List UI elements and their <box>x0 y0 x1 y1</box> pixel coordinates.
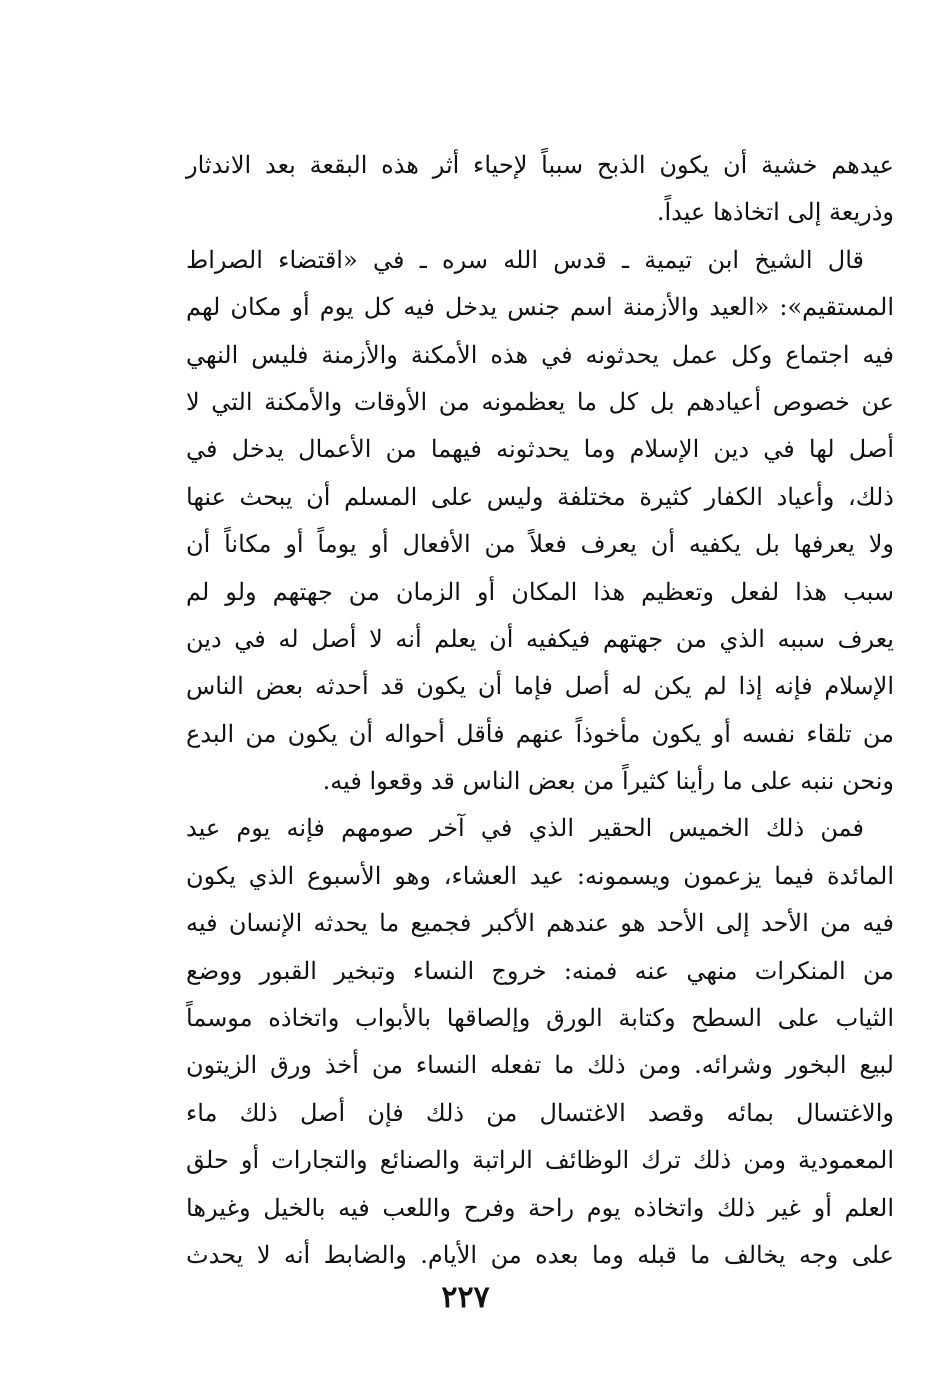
body-text <box>186 142 894 1279</box>
text-line: المعمودية ومن ذلك ترك الوظائف الراتبة والصنائع والتجارات أو حلق <box>186 1146 894 1175</box>
text-line: الثياب على السطح وكتابة الورق وإلصاقها بالأبواب واتخاذه موسماً <box>186 1004 894 1033</box>
text-line: المستقيم»: «العيد والأزمنة اسم جنس يدخل فيه كل يوم أو مكان لهم <box>186 293 894 322</box>
text-line: أصل لها في دين الإسلام وما يحدثونه فيهما من الأعمال يدخل في <box>186 435 894 464</box>
text-line: ونحن ننبه على ما رأينا كثيراً من بعض الناس قد وقعوا فيه. <box>322 767 894 796</box>
text-line: سبب هذا لفعل وتعظيم هذا المكان أو الزمان من جهتهم ولو لم <box>186 577 894 606</box>
text-line: يعرف سببه الذي من جهتهم فيكفيه أن يعلم أنه لا أصل له في دين <box>186 624 894 653</box>
text-line: لبيع البخور وشرائه. ومن ذلك ما تفعله النساء من أخذ ورق الزيتون <box>186 1051 894 1080</box>
text-line: ولا يعرفها بل يكفيه أن يعرف فعلاً من الأفعال أو يوماً أو مكاناً أن <box>186 530 894 559</box>
text-line: والاغتسال بمائه وقصد الاغتسال من ذلك فإن أصل ذلك ماء <box>186 1098 894 1127</box>
page-number: ٢٢٧ <box>441 1280 490 1315</box>
text-line: من تلقاء نفسه أو يكون مأخوذاً عنهم فأقل أحواله أن يكون من البدع <box>186 719 894 748</box>
text-line: عيدهم خشية أن يكون الذبح سبباً لإحياء أثر هذه البقعة بعد الاندثار <box>186 151 894 179</box>
text-line: المائدة فيما يزعمون ويسمونه: عيد العشاء، وهو الأسبوع الذي يكون <box>186 861 894 890</box>
text-line: قال الشيخ ابن تيمية ـ قدس الله سره ـ في «اقتضاء الصراط <box>186 245 864 274</box>
text-line: فيه من الأحد إلى الأحد هو عندهم الأكبر فجميع ما يحدثه الإنسان فيه <box>186 909 894 938</box>
text-line: من المنكرات منهي عنه فمنه: خروج النساء وتبخير القبور ووضع <box>186 956 894 985</box>
text-line: الإسلام فإنه إذا لم يكن له أصل فإما أن يكون قد أحدثه بعض الناس <box>186 672 894 701</box>
text-line: على وجه يخالف ما قبله وما بعده من الأيام. والضابط أنه لا يحدث <box>186 1240 894 1269</box>
text-line: فيه اجتماع وكل عمل يحدثونه في هذه الأمكنة والأزمنة فليس النهي <box>186 340 894 369</box>
text-line: فمن ذلك الخميس الحقير الذي في آخر صومهم فإنه يوم عيد <box>186 814 864 843</box>
text-line: ذلك، وأعياد الكفار كثيرة مختلفة وليس على المسلم أن يبحث عنها <box>186 482 894 511</box>
text-line: العلم أو غير ذلك واتخاذه يوم راحة وفرح واللعب فيه بالخيل وغيرها <box>186 1193 894 1222</box>
text-line: وذريعة إلى اتخاذها عيداً. <box>656 198 894 227</box>
text-line: عن خصوص أعيادهم بل كل ما يعظمونه من الأوقات والأمكنة التي لا <box>186 387 894 416</box>
